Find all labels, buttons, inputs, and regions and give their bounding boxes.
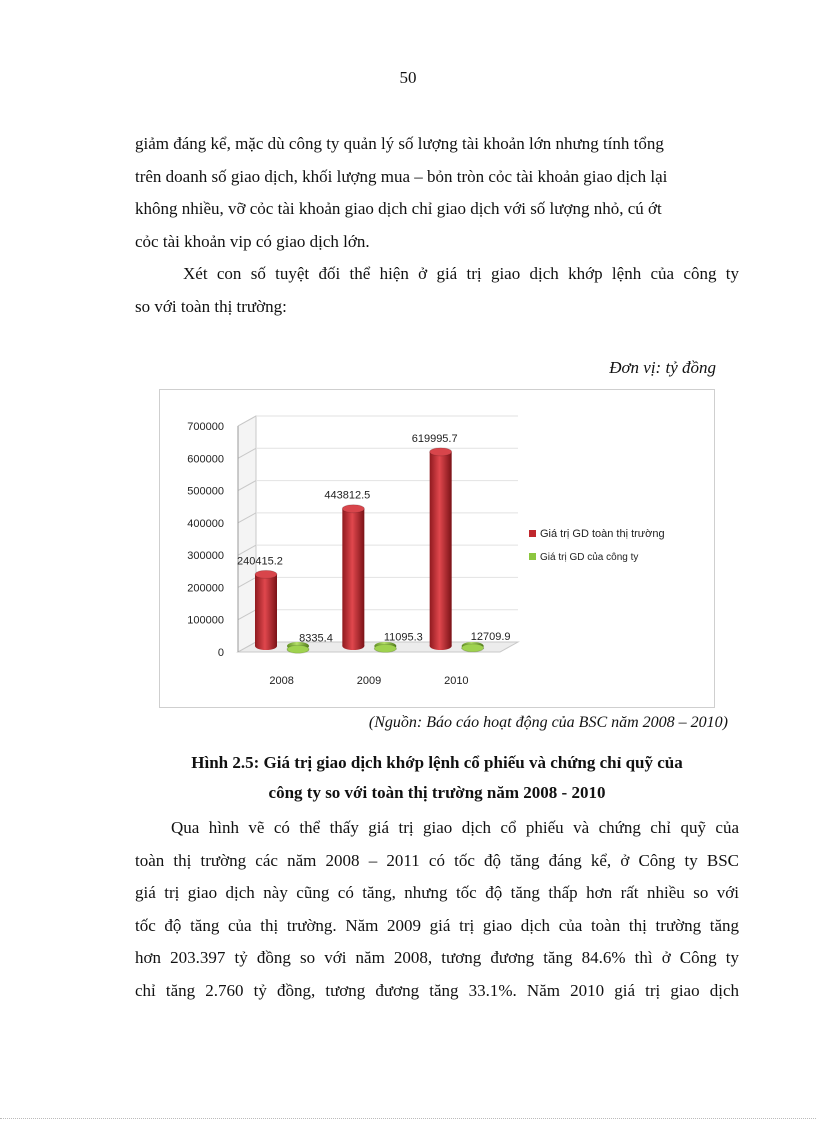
bar-market-body bbox=[342, 509, 364, 646]
bar-market-top bbox=[342, 505, 364, 513]
bar-market-top bbox=[255, 570, 277, 578]
unit-label: Đơn vị: tỷ đồng bbox=[609, 358, 716, 377]
bar-company-top bbox=[374, 644, 396, 652]
page-number: 50 bbox=[399, 68, 417, 87]
y-tick-label: 200000 bbox=[187, 582, 224, 595]
paragraph-line: giá trị giao dịch này cũng có tăng, nhưng tốc độ tăng thấp hơn rất nhiều so với bbox=[135, 883, 739, 902]
bar-chart bbox=[160, 390, 714, 707]
paragraph-line: so với toàn thị trường: bbox=[135, 296, 287, 316]
paragraph-1 bbox=[135, 128, 739, 258]
paragraph-line: tốc độ tăng của thị trường. Năm 2009 giá trị giao dịch của toàn thị trường tăng bbox=[135, 915, 739, 935]
page-bottom-border bbox=[0, 1118, 816, 1119]
y-tick-label: 600000 bbox=[187, 453, 224, 466]
legend-label-market: Giá trị GD toàn thị trường bbox=[540, 528, 665, 540]
paragraph-line: giảm đáng kể, mặc dù công ty quản lý số lượng tài khoản lớn nhưng tính tổng bbox=[135, 134, 664, 153]
data-label-company: 12709.9 bbox=[470, 630, 511, 643]
data-label-market: 443812.5 bbox=[324, 489, 371, 502]
bar-market-base bbox=[430, 642, 452, 650]
data-label-market: 619995.7 bbox=[411, 432, 458, 445]
paragraph-line: cỏc tài khoản vip có giao dịch lớn. bbox=[135, 231, 370, 251]
y-tick-label: 300000 bbox=[187, 550, 224, 563]
paragraph-3 bbox=[135, 812, 739, 1007]
data-label-company: 8335.4 bbox=[299, 632, 333, 645]
bar-market-base bbox=[342, 642, 364, 650]
y-tick-label: 400000 bbox=[187, 517, 224, 530]
x-tick-label: 2008 bbox=[269, 675, 294, 687]
data-label-market: 240415.2 bbox=[237, 555, 283, 568]
paragraph-line: Qua hình vẽ có thể thấy giá trị giao dịch cổ phiếu và chứng chỉ quỹ của bbox=[171, 818, 739, 837]
bar-market-top bbox=[430, 448, 452, 456]
paragraph-line: trên doanh số giao dịch, khối lượng mua – bỏn tròn cỏc tài khoản giao dịch lại bbox=[135, 166, 668, 186]
chart-frame bbox=[159, 389, 715, 708]
bar-market-base bbox=[255, 642, 277, 650]
figure-caption-line-2: công ty so với toàn thị trường năm 2008 - 2010 bbox=[268, 783, 606, 802]
bar-company-top bbox=[462, 644, 484, 652]
figure-caption-line-1: Hình 2.5: Giá trị giao dịch khớp lệnh cổ phiếu và chứng chỉ quỹ của bbox=[191, 753, 683, 772]
y-tick-label: 100000 bbox=[187, 614, 224, 627]
source-note: (Nguồn: Báo cáo hoạt động của BSC năm 2008 – 2010) bbox=[368, 714, 728, 731]
legend-swatch-market bbox=[529, 530, 536, 537]
y-tick-label: 0 bbox=[217, 647, 224, 659]
bar-market-body bbox=[255, 574, 277, 646]
chart-side-wall bbox=[238, 416, 256, 652]
paragraph-line: không nhiều, vỡ cỏc tài khoản giao dịch chỉ giao dịch với số lượng nhỏ, cú ớt bbox=[135, 199, 662, 218]
legend-label-company: Giá trị GD của công ty bbox=[540, 552, 639, 563]
y-tick-label: 500000 bbox=[187, 485, 224, 498]
legend-swatch-company bbox=[529, 553, 536, 560]
x-tick-label: 2009 bbox=[356, 675, 382, 687]
data-label-company: 11095.3 bbox=[383, 631, 423, 644]
bar-market-body bbox=[430, 452, 452, 646]
x-tick-label: 2010 bbox=[444, 675, 469, 687]
paragraph-line: toàn thị trường các năm 2008 – 2011 có tốc độ tăng đáng kể, ở Công ty BSC bbox=[135, 850, 739, 870]
paragraph-2 bbox=[135, 258, 739, 323]
bar-company-top bbox=[287, 645, 309, 653]
paragraph-line: Xét con số tuyệt đối thể hiện ở giá trị giao dịch khớp lệnh của công ty bbox=[183, 264, 739, 283]
paragraph-line: hơn 203.397 tỷ đồng so với năm 2008, tương đương tăng 84.6% thì ở Công ty bbox=[135, 948, 739, 967]
y-tick-label: 700000 bbox=[187, 421, 224, 433]
paragraph-line: chỉ tăng 2.760 tỷ đồng, tương đương tăng 33.1%. Năm 2010 giá trị giao dịch bbox=[135, 980, 739, 1000]
